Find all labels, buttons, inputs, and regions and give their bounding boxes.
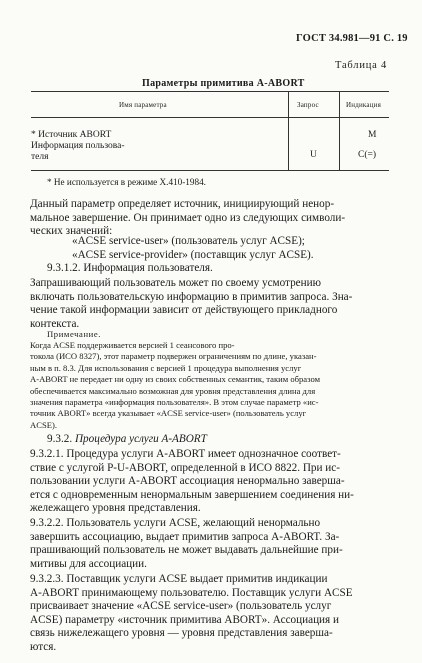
paragraph-9-3-2-2: 9.3.2.2. Пользователь услуги ACSE, желающий ненормально завершить ассоциацию, выдает примитив запроса A-ABORT. За- прашивающий пользователь не может выдавать дальнейшие при- митивы для ассоциации. bbox=[30, 517, 343, 570]
table-title: Параметры примитива A-ABORT bbox=[142, 78, 305, 89]
row-indication-source: M bbox=[368, 130, 377, 140]
running-header: ГОСТ 34.981—91 С. 19 bbox=[296, 33, 408, 44]
section-title: Процедура услуги A-ABORT bbox=[74, 433, 207, 445]
section-number: 9.3.2. bbox=[47, 433, 73, 445]
value-acse-service-user: «ACSE service-user» (пользователь услуг ACSE); bbox=[72, 235, 305, 247]
paragraph-9-3-2-1: 9.3.2.1. Процедура услуги A-ABORT имеет однозначное соответ- ствие с услугой P-U-ABORT, определенной в ИСО 8822. При ис- пользовании услуги A-ABORT ассоциация ненормально заверша- ется с одновременным ненормальным завершением соединения ни- жележащего уровня представления. bbox=[30, 448, 354, 515]
col-header-name: Имя параметра bbox=[119, 101, 167, 109]
note-text: Когда ACSE поддерживается версией 1 сеансового про- токола (ИСО 8327), этот параметр подвержен ограничениям по длине, указан- ным в п. 8.3. Для использования с версией 1 процедура выполнения услуг A-ABORT не передает ни одну из своих собственных семантик, таким образом обеспечивается максимально возможная для уровня представления длина для значения параметра «информация пользователя». В этом случае параметр «ис- точник ABORT» всегда указывает «ACSE service-user» (пользователь услуг ACSE). bbox=[30, 340, 321, 430]
paragraph-9-3-2-3: 9.3.2.3. Поставщик услуги ACSE выдает примитив индикации A-ABORT принимающему пользователю. Поставщик услуги ACSE присваивает значение «ACSE service-user» (пользователь услуг ACSE) параметру «источник примитива ABORT». Ассоциация и связь нижележащего уровня — уровня представления заверша- ются. bbox=[30, 573, 353, 653]
paragraph-user-info: Запрашивающий пользователь может по своему усмотрению включать пользовательскую информацию в примитив запроса. Зна- чение такой информации зависит от действующего прикладного контекста. bbox=[30, 277, 353, 330]
col-header-indication: Индикация bbox=[346, 101, 382, 109]
section-9-3-1-2: 9.3.1.2. Информация пользователя. bbox=[47, 262, 213, 274]
paragraph-source-description: Данный параметр определяет источник, инициирующий ненор- мальное завершение. Он принимает одно из следующих символи- ческих значений: bbox=[30, 198, 346, 238]
table-top-rule bbox=[31, 91, 389, 92]
table-number: Таблица 4 bbox=[335, 60, 388, 71]
note-label: Примечание. bbox=[47, 329, 102, 339]
row-name-source: * Источник ABORT bbox=[31, 130, 112, 140]
col-header-request: Запрос bbox=[297, 101, 319, 109]
table-header-rule bbox=[31, 117, 389, 118]
section-9-3-2-heading bbox=[47, 433, 207, 447]
table-footnote: * Не используется в режиме X.410-1984. bbox=[47, 177, 206, 187]
table-bottom-rule bbox=[31, 170, 389, 171]
table-col-divider-1 bbox=[288, 91, 289, 170]
value-acse-service-provider: «ACSE service-provider» (поставщик услуг ACSE). bbox=[72, 249, 314, 261]
row-name-user-info: Информация пользова- теля bbox=[31, 141, 125, 162]
row-request-user-info: U bbox=[310, 150, 317, 160]
table-col-divider-2 bbox=[339, 91, 340, 170]
row-indication-user-info: C(=) bbox=[358, 150, 377, 160]
